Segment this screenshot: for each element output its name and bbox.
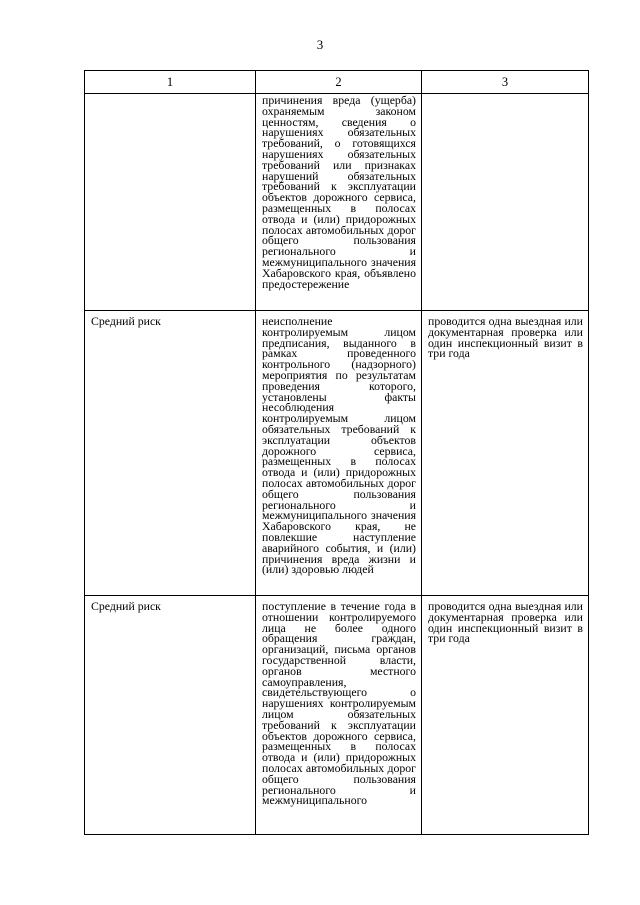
risk-category-cell <box>85 596 256 835</box>
inspection-frequency-cell <box>422 311 589 596</box>
risk-category-cell <box>85 94 256 311</box>
inspection-frequency-cell <box>422 596 589 835</box>
column-header-1: 1 <box>85 71 256 94</box>
table-header-row <box>85 71 589 94</box>
risk-criterion-text: неисполнение контролируемым лицом предписания, выданного в рамках проведенного контрольного (надзорного) мероприятия по результатам проведения которого, установлены факты несоблюдения контролируемым лицом обязательных требований к эксплуатации объектов дорожного сервиса, размещенных в полосах отвода и (или) придорожных полосах автомобильных дорог общего пользования регионального и межмуниципального значения Хабаровского края, не повлекшие наступление аварийного события, и (или) причинения вреда жизни и (или) здоровью людей <box>262 314 416 577</box>
table-row <box>85 94 589 311</box>
column-header-3: 3 <box>422 71 589 94</box>
table-row <box>85 311 589 596</box>
risk-criterion-cell <box>256 311 422 596</box>
column-header-2: 2 <box>256 71 422 94</box>
risk-criterion-text: причинения вреда (ущерба) охраняемым законом ценностям, сведения о нарушениях обязательных требований, о готовящихся нарушениях обязательных требований или признаках нарушений обязательных требований к эксплуатации объектов дорожного сервиса, размещенных в полосах отвода и (или) придорожных полосах автомобильных дорог общего пользования регионального и межмуниципального значения Хабаровского края, объявлено предостережение <box>262 93 416 291</box>
page-number: 3 <box>316 37 324 52</box>
risk-criteria-table <box>84 70 589 835</box>
risk-category-text: Средний риск <box>91 314 161 328</box>
inspection-frequency-text: проводится одна выездная или документарная проверка или один инспекционный визит в три года <box>428 599 583 646</box>
risk-category-cell <box>85 311 256 596</box>
table-row <box>85 596 589 835</box>
inspection-frequency-text: проводится одна выездная или документарная проверка или один инспекционный визит в три года <box>428 314 583 361</box>
risk-category-text: Средний риск <box>91 599 161 613</box>
risk-criterion-text: поступление в течение года в отношении контролируемого лица не более одного обращения граждан, организаций, письма органов государственной власти, органов местного самоуправления, свидетельствующего о нарушениях контролируемым лицом обязательных требований к эксплуатации объектов дорожного сервиса, размещенных в полосах отвода и (или) придорожных полосах автомобильных дорог общего пользования регионального и межмуниципального <box>262 599 416 808</box>
risk-criterion-cell <box>256 596 422 835</box>
risk-criterion-cell <box>256 94 422 311</box>
inspection-frequency-cell <box>422 94 589 311</box>
